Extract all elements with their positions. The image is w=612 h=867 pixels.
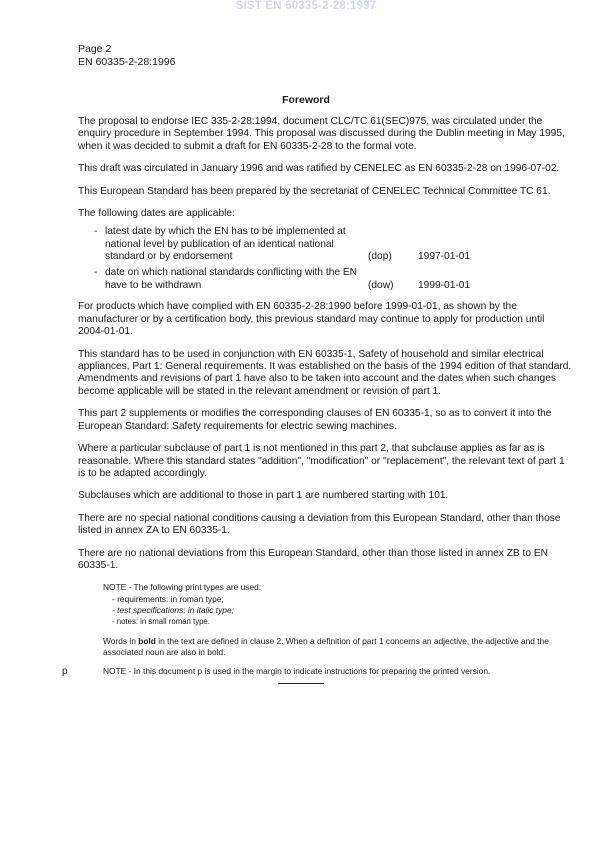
date-value: 1999-01-01 xyxy=(418,280,471,292)
list-dash: - xyxy=(94,267,98,279)
paragraph: The following dates are applicable: xyxy=(78,208,235,220)
foreword-body xyxy=(62,116,573,684)
print-types-note xyxy=(103,582,573,627)
bold-words-note xyxy=(103,636,573,658)
margin-note xyxy=(62,665,573,677)
note-line: - test specifications: in italic type; xyxy=(112,604,234,615)
note-line: - notes: in small roman type. xyxy=(112,616,210,626)
page-header xyxy=(78,43,176,69)
date-abbreviation: (dow) xyxy=(368,280,394,292)
paragraph: For products which have complied with EN 60335-2-28:1990 before 1999-01-01, as shown by the manufacturer or by a certification body, this previous standard may continue to apply for production until 2004-01-01. xyxy=(78,301,545,338)
list-dash: - xyxy=(94,226,98,238)
paragraph: There are no special national conditions causing a deviation from this European Standard, other than those listed in annex ZA to EN 60335-1. xyxy=(78,512,561,537)
paragraph: This European Standard has been prepared by the secretariat of CENELEC Technical Committee TC 61. xyxy=(78,185,551,197)
end-rule xyxy=(278,683,324,684)
note-intro: NOTE - The following print types are used: xyxy=(103,582,262,593)
paragraph: Subclauses which are additional to those in part 1 are numbered starting with 101. xyxy=(78,490,449,502)
page-number: Page 2 xyxy=(78,43,112,55)
margin-note-text: NOTE - In this document p is used in the margin to indicate instructions for preparing the printed version. xyxy=(103,665,491,676)
date-abbreviation: (dop) xyxy=(368,251,392,263)
paragraph: This part 2 supplements or modifies the corresponding clauses of EN 60335-1, so as to convert it into the European Standard: Safety requirements for electric sewing machines. xyxy=(78,408,552,432)
date-value: 1997-01-01 xyxy=(418,251,471,263)
watermark: SIST EN 60335-2-28:1997 xyxy=(235,0,377,12)
paragraph: The proposal to endorse IEC 335-2-28:1994, document CLC/TC 61(SEC)975, was circulated under the enquiry procedure in September 1994. This proposal was discussed during the Dublin meeting in May 1995, when it was decided to submit a draft for EN 60335-2-28 to the formal vote. xyxy=(78,116,565,152)
paragraph: This standard has to be used in conjunction with EN 60335-1, Safety of household and similar electrical appliances, Part 1: General requirements. It was established on the basis of the 1994 edition of that standard. Amendments and revisions of part 1 have also to be taken into account and the dates when such changes become applicable will be stated in the relevant amendment or revision of part 1. xyxy=(78,348,572,397)
words-prefix: Words in xyxy=(103,636,139,647)
date-description: date on which national standards conflicting with the EN have to be withdrawn xyxy=(105,267,358,291)
dates-list xyxy=(78,226,573,292)
date-item-dop xyxy=(78,226,573,263)
paragraph: Where a particular subclause of part 1 is not mentioned in this part 2, that subclause applies as far as is reasonable. Where this standard states "addition", "modification" or "replacement", the relevant text of part 1 is to be adapted accordingly. xyxy=(78,443,565,479)
document-reference: EN 60335-2-28:1996 xyxy=(78,56,176,68)
date-item-dow xyxy=(78,267,573,292)
words-bold: bold xyxy=(138,636,156,647)
margin-marker: p xyxy=(62,665,68,677)
notes-section xyxy=(62,582,573,677)
date-description: latest date by which the EN has to be implemented at national level by publication of an identical national standard or by endorsement xyxy=(105,226,346,263)
paragraph: There are no national deviations from this European Standard, other than those listed in annex ZB to EN 60335-1. xyxy=(78,547,549,571)
words-suffix: in the text are defined in clause 2. When a definition of part 1 concerns an adjective, the adjective and the associated noun are also in bold. xyxy=(103,636,549,658)
page-title: Foreword xyxy=(282,94,330,106)
note-line: - requirements: in roman type; xyxy=(112,593,224,604)
paragraph: This draft was circulated in January 1996 and was ratified by CENELEC as EN 60335-2-28 on 1996-07-02. xyxy=(78,163,560,175)
